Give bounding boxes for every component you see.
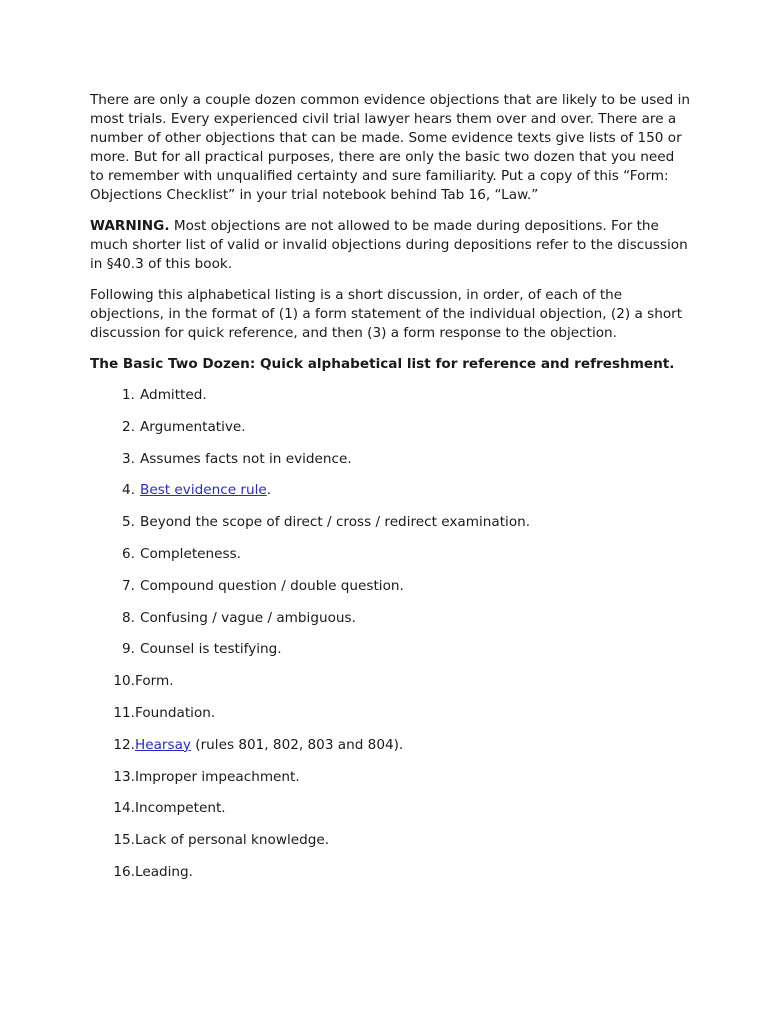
item-text: Foundation.	[135, 704, 216, 721]
item-number: 3.	[122, 450, 135, 467]
item-text: Lack of personal knowledge.	[135, 832, 330, 849]
item-number: 1.	[122, 387, 135, 403]
item-number: 11.	[113, 704, 135, 721]
format-paragraph: Following this alphabetical listing is a short discussion, in order, of each of the objections, in the format of (1) a form statement of the individual objection, (2) a short discussion for quick reference, and then (3) a form response to the objection.	[90, 287, 683, 341]
list-heading: The Basic Two Dozen: Quick alphabetical list for reference and refreshment.	[90, 356, 675, 372]
item-number: 6.	[122, 545, 135, 562]
item-text: Admitted.	[140, 387, 207, 403]
list-item	[90, 831, 690, 850]
intro-paragraph: There are only a couple dozen common evidence objections that are likely to be used in most trials. Every experienced civil trial lawyer hears them over and over. There are a number of other objections that can be made. Some evidence texts give lists of 150 or more. But for all practical purposes, there are only the basic two dozen that you need to remember with unqualified certainty and sure familiarity. Put a copy of this “Form: Objections Checklist” in your trial notebook behind Tab 16, “Law.”	[90, 92, 691, 203]
warning-text: Most objections are not allowed to be made during depositions. For the much shorter list of valid or invalid objections during depositions refer to the discussion in §40.3 of this book.	[90, 218, 688, 272]
list-item	[90, 545, 690, 564]
item-text: Compound question / double question.	[140, 577, 404, 594]
item-text: Leading.	[135, 863, 193, 880]
item-text: Counsel is testifying.	[140, 641, 282, 658]
item-text: Beyond the scope of direct / cross / redirect examination.	[140, 514, 531, 531]
list-item	[90, 481, 690, 500]
item-number: 16.	[113, 863, 135, 880]
document-page	[90, 91, 690, 895]
list-item	[90, 577, 690, 596]
item-text: Completeness.	[140, 545, 241, 562]
list-item	[90, 736, 690, 755]
item-number: 9.	[122, 641, 135, 658]
list-item	[90, 513, 690, 532]
list-item	[90, 640, 690, 659]
list-item	[90, 672, 690, 691]
item-number: 10.	[113, 673, 135, 690]
item-text: Form.	[135, 673, 174, 690]
item-text: Confusing / vague / ambiguous.	[140, 609, 356, 626]
objections-list	[90, 386, 690, 882]
list-item	[90, 418, 690, 437]
item-number: 2.	[122, 418, 135, 435]
item-number: 8.	[122, 609, 135, 626]
item-number: 13.	[113, 768, 135, 785]
item-number: 15.	[113, 832, 135, 849]
item-text: (rules 801, 802, 803 and 804).	[190, 736, 404, 753]
hearsay-link[interactable]: Hearsay	[135, 736, 191, 753]
item-text: Assumes facts not in evidence.	[140, 450, 352, 467]
list-item	[90, 799, 690, 818]
item-number: 7.	[122, 577, 135, 594]
list-item	[90, 609, 690, 628]
item-text: Improper impeachment.	[135, 768, 300, 785]
list-item	[90, 386, 690, 405]
item-text: Argumentative.	[140, 418, 246, 435]
item-number: 4.	[122, 482, 135, 499]
item-number: 5.	[122, 514, 135, 531]
item-text: .	[266, 482, 272, 499]
item-number: 12.	[113, 736, 135, 753]
best-evidence-rule-link[interactable]: Best evidence rule	[140, 482, 267, 499]
list-item	[90, 863, 690, 882]
item-text: Incompetent.	[135, 800, 226, 817]
warning-label: WARNING.	[90, 218, 170, 234]
list-item	[90, 768, 690, 787]
list-item	[90, 704, 690, 723]
list-item	[90, 450, 690, 469]
item-number: 14.	[113, 800, 135, 817]
warning-paragraph	[90, 217, 690, 274]
